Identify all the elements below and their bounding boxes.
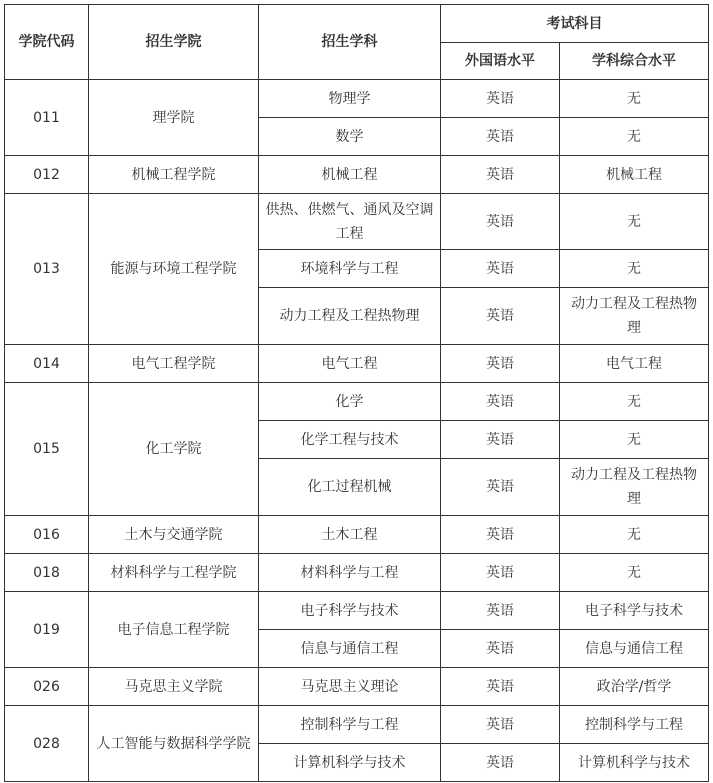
subject-name: 电气工程 [259, 345, 441, 383]
subject-name: 马克思主义理论 [259, 668, 441, 706]
college-code: 019 [5, 592, 89, 668]
college-code: 013 [5, 194, 89, 345]
foreign-language: 英语 [441, 516, 560, 554]
comprehensive-level: 无 [560, 194, 709, 250]
subject-name: 计算机科学与技术 [259, 744, 441, 782]
foreign-language: 英语 [441, 156, 560, 194]
table-row [5, 383, 709, 421]
subject-name: 环境科学与工程 [259, 250, 441, 288]
subject-name: 供热、供燃气、通风及空调工程 [259, 194, 441, 250]
foreign-language: 英语 [441, 592, 560, 630]
foreign-language: 英语 [441, 668, 560, 706]
table-row [5, 554, 709, 592]
subject-name: 物理学 [259, 80, 441, 118]
foreign-language: 英语 [441, 421, 560, 459]
table-row [5, 706, 709, 744]
college-code: 012 [5, 156, 89, 194]
table-row [5, 668, 709, 706]
comprehensive-level: 无 [560, 383, 709, 421]
subject-name: 动力工程及工程热物理 [259, 288, 441, 345]
college-name: 土木与交通学院 [89, 516, 259, 554]
foreign-language: 英语 [441, 288, 560, 345]
header-subject: 招生学科 [259, 5, 441, 80]
foreign-language: 英语 [441, 554, 560, 592]
college-name: 人工智能与数据科学学院 [89, 706, 259, 782]
comprehensive-level: 无 [560, 80, 709, 118]
subject-name: 机械工程 [259, 156, 441, 194]
subject-name: 信息与通信工程 [259, 630, 441, 668]
header-code: 学院代码 [5, 5, 89, 80]
subject-name: 控制科学与工程 [259, 706, 441, 744]
header-comp: 学科综合水平 [560, 43, 709, 80]
college-name: 化工学院 [89, 383, 259, 516]
foreign-language: 英语 [441, 80, 560, 118]
comprehensive-level: 无 [560, 250, 709, 288]
college-name: 电气工程学院 [89, 345, 259, 383]
college-code: 026 [5, 668, 89, 706]
subject-name: 化学 [259, 383, 441, 421]
comprehensive-level: 信息与通信工程 [560, 630, 709, 668]
subject-name: 土木工程 [259, 516, 441, 554]
table-row [5, 516, 709, 554]
subject-name: 电子科学与技术 [259, 592, 441, 630]
comprehensive-level: 计算机科学与技术 [560, 744, 709, 782]
comprehensive-level: 电子科学与技术 [560, 592, 709, 630]
foreign-language: 英语 [441, 630, 560, 668]
subject-name: 化工过程机械 [259, 459, 441, 516]
foreign-language: 英语 [441, 345, 560, 383]
college-name: 马克思主义学院 [89, 668, 259, 706]
table-row [5, 194, 709, 250]
foreign-language: 英语 [441, 383, 560, 421]
foreign-language: 英语 [441, 118, 560, 156]
college-code: 014 [5, 345, 89, 383]
header-college: 招生学院 [89, 5, 259, 80]
comprehensive-level: 电气工程 [560, 345, 709, 383]
comprehensive-level: 无 [560, 118, 709, 156]
college-name: 能源与环境工程学院 [89, 194, 259, 345]
comprehensive-level: 无 [560, 516, 709, 554]
college-code: 016 [5, 516, 89, 554]
header-lang: 外国语水平 [441, 43, 560, 80]
college-name: 材料科学与工程学院 [89, 554, 259, 592]
table-row [5, 156, 709, 194]
comprehensive-level: 无 [560, 421, 709, 459]
foreign-language: 英语 [441, 194, 560, 250]
comprehensive-level: 动力工程及工程热物理 [560, 288, 709, 345]
subject-name: 材料科学与工程 [259, 554, 441, 592]
table-row [5, 80, 709, 118]
foreign-language: 英语 [441, 459, 560, 516]
college-code: 028 [5, 706, 89, 782]
admissions-table [4, 4, 709, 782]
comprehensive-level: 控制科学与工程 [560, 706, 709, 744]
subject-name: 数学 [259, 118, 441, 156]
foreign-language: 英语 [441, 744, 560, 782]
college-name: 机械工程学院 [89, 156, 259, 194]
college-name: 理学院 [89, 80, 259, 156]
comprehensive-level: 政治学/哲学 [560, 668, 709, 706]
table-row [5, 345, 709, 383]
table-body [5, 80, 709, 782]
college-name: 电子信息工程学院 [89, 592, 259, 668]
table-row [5, 592, 709, 630]
college-code: 018 [5, 554, 89, 592]
foreign-language: 英语 [441, 706, 560, 744]
table-header [5, 5, 709, 80]
header-exam: 考试科目 [441, 5, 709, 43]
comprehensive-level: 无 [560, 554, 709, 592]
college-code: 015 [5, 383, 89, 516]
foreign-language: 英语 [441, 250, 560, 288]
comprehensive-level: 机械工程 [560, 156, 709, 194]
college-code: 011 [5, 80, 89, 156]
subject-name: 化学工程与技术 [259, 421, 441, 459]
comprehensive-level: 动力工程及工程热物理 [560, 459, 709, 516]
